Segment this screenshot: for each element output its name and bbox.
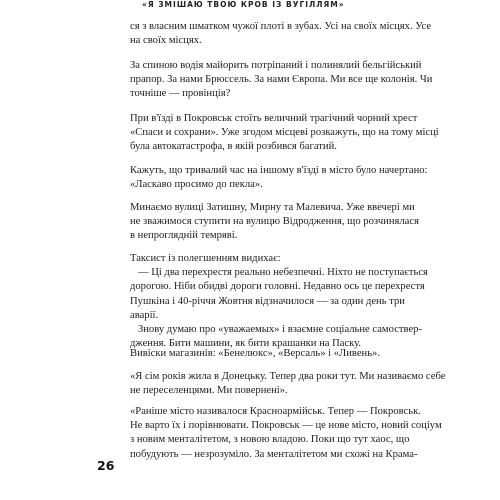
text-line: не зважимося ступити на вулицю Відродження, що розчинялася (130, 216, 419, 228)
text-line: «Спаси и сохрани». Уже згодом місцеві розкажуть, що на тому місці (130, 127, 439, 139)
paragraph-3 (130, 164, 428, 192)
text-line: дження. Бити машини, як бити крашанки на Паску. (130, 338, 362, 350)
paragraph-6 (130, 347, 422, 361)
text-line: Пушкіна і 40-річчя Жовтня відзначилося — за один день три (130, 295, 405, 307)
text-line: Вивіски магазинів: «Бенелюкс», «Версаль» і «Ливень». (130, 348, 381, 359)
text-line: дорогою. Ніби обидві дороги головні. Недавно ось це перехрестя (130, 281, 425, 293)
text-line: «Я сім років жила в Донецьку. Тепер два роки тут. Ми називаємо себе (130, 371, 446, 382)
text-line: «Раніше місто називалося Красноармійськ. Тепер — Покровськ. (130, 406, 421, 417)
text-line: При в'їзді в Покровськ стоїть величний трагічний чорний хрест (130, 113, 418, 124)
paragraph-0 (130, 20, 432, 48)
text-line: на своїх місцях. (130, 35, 202, 47)
text-line: точніше — провінція? (130, 88, 231, 100)
text-line: Таксист із полегшенням видихає: (130, 253, 281, 264)
paragraph-2 (130, 112, 439, 155)
text-line: Знову думаю про «уважаемых» і взаємне соціальне самоствер- (130, 324, 422, 336)
text-line: прапор. За нами Брюссель. За нами Європа. Ми все ще колонія. Чи (130, 74, 433, 86)
paragraph-7 (130, 370, 446, 398)
text-line: була автокатастрофа, в якій розбився багатий. (130, 141, 337, 153)
paragraph-4 (130, 201, 422, 244)
paragraph-5 (130, 252, 428, 351)
text-line: Не варто їх і порівнювати. Покровськ — це нове місто, новий соціум (130, 420, 442, 432)
text-line: аварії. (130, 309, 159, 321)
paragraph-1 (130, 59, 433, 102)
page-number: 26 (97, 458, 115, 473)
running-header: «Я ЗМІШАЮ ТВОЮ КРОВ ІЗ ВУГІЛЛЯМ» (142, 0, 345, 9)
text-line: не переселенцями. Ми повернені». (130, 385, 288, 397)
text-line: з новим менталітетом, з новою владою. Поки що тут хаос, що (130, 434, 410, 446)
text-line: — Ці два перехрестя реально небезпечні. Ніхто не поступається (130, 267, 428, 279)
text-line: в непроглядній темряві. (130, 230, 238, 242)
text-line: ся з власним шматком чужої плоті в зубах. Усі на своїх місцях. Усе (130, 21, 432, 32)
text-line: За спиною водія майорить потріпаний і полинялий бельгійський (130, 60, 422, 71)
text-line: «Ласкаво просимо до пекла». (130, 179, 263, 191)
paragraph-8 (130, 405, 442, 462)
text-line: Минаємо вулиці Затишну, Мирну та Малевича. Уже ввечері ми (130, 202, 415, 213)
text-line: Кажуть, що тривалий час на іншому в'їзді в місто було начертано: (130, 165, 428, 176)
text-line: побудують — незрозуміло. За менталітетом ми схожі на Крама- (130, 448, 418, 460)
